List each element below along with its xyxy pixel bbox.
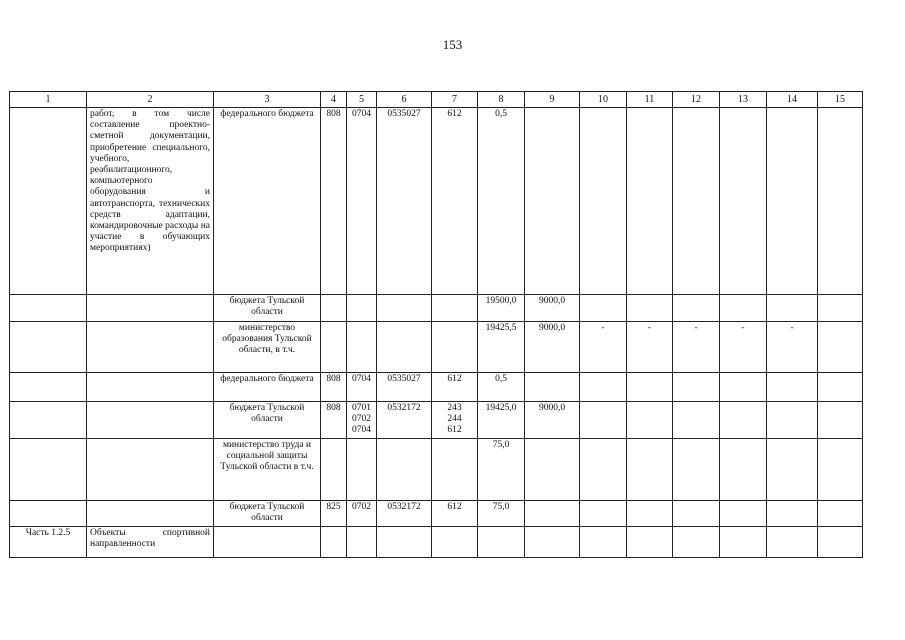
table-cell-col-3: министерство образования Тульской области, в т.ч. — [214, 322, 321, 373]
header-cell: 2 — [87, 92, 214, 108]
table-cell-col-5 — [347, 295, 377, 322]
table-cell-col-2 — [87, 322, 214, 373]
budget-table — [9, 91, 863, 558]
header-cell: 9 — [525, 92, 580, 108]
table-cell-col-12 — [673, 108, 720, 295]
table-cell-col-14 — [767, 500, 818, 526]
table-cell-col-14 — [767, 402, 818, 439]
header-cell: 5 — [347, 92, 377, 108]
table-cell-col-10 — [580, 373, 627, 402]
table-cell-col-4: 808 — [321, 373, 347, 402]
table-cell-col-12 — [673, 526, 720, 557]
table-cell-col-7 — [432, 322, 478, 373]
header-cell: 10 — [580, 92, 627, 108]
table-cell-col-11 — [627, 402, 673, 439]
table-cell-col-1 — [10, 500, 87, 526]
table-cell-col-13 — [720, 500, 767, 526]
table-cell-col-11 — [627, 108, 673, 295]
table-cell-col-1 — [10, 108, 87, 295]
table-cell-col-8: 75,0 — [478, 500, 525, 526]
table-cell-col-15 — [818, 108, 863, 295]
table-cell-col-2 — [87, 295, 214, 322]
table-cell-col-7 — [432, 438, 478, 500]
table-cell-col-10: - — [580, 322, 627, 373]
table-cell-col-10 — [580, 438, 627, 500]
table-cell-col-12 — [673, 438, 720, 500]
table-cell-col-6: 0532172 — [377, 500, 432, 526]
table-cell-col-15 — [818, 402, 863, 439]
table-row — [10, 295, 863, 322]
header-cell: 14 — [767, 92, 818, 108]
table-cell-col-12 — [673, 402, 720, 439]
table-cell-col-4: 808 — [321, 402, 347, 439]
table-row — [10, 402, 863, 439]
table-cell-col-15 — [818, 526, 863, 557]
table-cell-col-3: бюджета Тульской области — [214, 295, 321, 322]
table-row — [10, 438, 863, 500]
table-cell-col-5: 0702 — [347, 500, 377, 526]
table-cell-col-3: министерство труда и социальной защиты Тульской области в т.ч. — [214, 438, 321, 500]
table-cell-col-11: - — [627, 322, 673, 373]
table-cell-col-6: 0535027 — [377, 373, 432, 402]
table-cell-col-9: 9000,0 — [525, 322, 580, 373]
table-cell-col-9 — [525, 438, 580, 500]
table-cell-col-8: 0,5 — [478, 373, 525, 402]
table-cell-col-10 — [580, 500, 627, 526]
table-cell-col-1 — [10, 402, 87, 439]
table-cell-col-2 — [87, 402, 214, 439]
table-cell-col-3: бюджета Тульской области — [214, 402, 321, 439]
table-cell-col-7 — [432, 526, 478, 557]
table-cell-col-5: 0701 0702 0704 — [347, 402, 377, 439]
table-cell-col-3: федерального бюджета — [214, 108, 321, 295]
table-cell-col-6 — [377, 438, 432, 500]
table-cell-col-1 — [10, 373, 87, 402]
table-cell-col-8: 0,5 — [478, 108, 525, 295]
table-cell-col-10 — [580, 295, 627, 322]
header-cell: 7 — [432, 92, 478, 108]
table-cell-col-6 — [377, 526, 432, 557]
header-cell: 12 — [673, 92, 720, 108]
table-cell-col-6: 0532172 — [377, 402, 432, 439]
table-cell-col-6 — [377, 295, 432, 322]
table-cell-col-1: Часть 1.2.5 — [10, 526, 87, 557]
table-cell-col-12 — [673, 373, 720, 402]
table-cell-col-14 — [767, 526, 818, 557]
table-cell-col-15 — [818, 373, 863, 402]
table-cell-col-4: 808 — [321, 108, 347, 295]
table-cell-col-11 — [627, 373, 673, 402]
table-cell-col-2: работ, в том числе составление проектно-сметной документации, приобретение специального, учебного, реабилитационного, компьютерного оборудования и автотранспорта, технических средств адаптации, командировочные расходы на участие в обучающих мероприятиях) — [87, 108, 214, 295]
header-cell: 11 — [627, 92, 673, 108]
header-cell: 15 — [818, 92, 863, 108]
table-cell-col-3: федерального бюджета — [214, 373, 321, 402]
table-cell-col-1 — [10, 438, 87, 500]
table-cell-col-15 — [818, 500, 863, 526]
table-cell-col-5 — [347, 526, 377, 557]
header-cell: 1 — [10, 92, 87, 108]
table-cell-col-6 — [377, 322, 432, 373]
table-cell-col-9 — [525, 526, 580, 557]
table-cell-col-11 — [627, 500, 673, 526]
table-cell-col-4 — [321, 438, 347, 500]
table-cell-col-4 — [321, 526, 347, 557]
table-row — [10, 526, 863, 557]
table-cell-col-2 — [87, 373, 214, 402]
table-cell-col-3: бюджета Тульской области — [214, 500, 321, 526]
header-cell: 6 — [377, 92, 432, 108]
table-cell-col-15 — [818, 322, 863, 373]
table-cell-col-9 — [525, 108, 580, 295]
table-cell-col-2 — [87, 500, 214, 526]
table-row — [10, 322, 863, 373]
table-cell-col-9 — [525, 500, 580, 526]
table-cell-col-11 — [627, 526, 673, 557]
table-cell-col-5 — [347, 322, 377, 373]
table-cell-col-7 — [432, 295, 478, 322]
table-cell-col-4 — [321, 322, 347, 373]
table-cell-col-4: 825 — [321, 500, 347, 526]
table-cell-col-7: 612 — [432, 108, 478, 295]
table-cell-col-12 — [673, 295, 720, 322]
table-row — [10, 500, 863, 526]
table-cell-col-13 — [720, 438, 767, 500]
table-cell-col-13: - — [720, 322, 767, 373]
table-cell-col-13 — [720, 402, 767, 439]
table-cell-col-15 — [818, 295, 863, 322]
table-cell-col-8: 19425,5 — [478, 322, 525, 373]
table-cell-col-5: 0704 — [347, 373, 377, 402]
table-cell-col-5 — [347, 438, 377, 500]
page-number: 153 — [442, 37, 463, 52]
table-cell-col-13 — [720, 108, 767, 295]
table-cell-col-13 — [720, 526, 767, 557]
header-cell: 3 — [214, 92, 321, 108]
table-cell-col-14 — [767, 108, 818, 295]
table-cell-col-12: - — [673, 322, 720, 373]
table-cell-col-8 — [478, 526, 525, 557]
table-cell-col-7: 612 — [432, 500, 478, 526]
table-cell-col-4 — [321, 295, 347, 322]
table-cell-col-11 — [627, 295, 673, 322]
header-cell: 4 — [321, 92, 347, 108]
table-cell-col-7: 243 244 612 — [432, 402, 478, 439]
table-cell-col-13 — [720, 295, 767, 322]
table-cell-col-2 — [87, 438, 214, 500]
table-row — [10, 373, 863, 402]
table-cell-col-14 — [767, 438, 818, 500]
table-cell-col-10 — [580, 402, 627, 439]
table-cell-col-14: - — [767, 322, 818, 373]
table-cell-col-6: 0535027 — [377, 108, 432, 295]
table-cell-col-12 — [673, 500, 720, 526]
header-row — [10, 92, 863, 108]
table-cell-col-2: Объекты спортивной направленности — [87, 526, 214, 557]
table-cell-col-9 — [525, 373, 580, 402]
table-cell-col-5: 0704 — [347, 108, 377, 295]
table-cell-col-14 — [767, 373, 818, 402]
table-cell-col-15 — [818, 438, 863, 500]
table-cell-col-10 — [580, 526, 627, 557]
table-cell-col-7: 612 — [432, 373, 478, 402]
header-cell: 13 — [720, 92, 767, 108]
table-cell-col-10 — [580, 108, 627, 295]
header-cell: 8 — [478, 92, 525, 108]
table-cell-col-14 — [767, 295, 818, 322]
table-cell-col-3 — [214, 526, 321, 557]
table-cell-col-8: 19500,0 — [478, 295, 525, 322]
table-cell-col-8: 19425,0 — [478, 402, 525, 439]
table-cell-col-1 — [10, 295, 87, 322]
table-cell-col-9: 9000,0 — [525, 295, 580, 322]
table-row — [10, 108, 863, 295]
table-cell-col-11 — [627, 438, 673, 500]
table-cell-col-8: 75,0 — [478, 438, 525, 500]
table-cell-col-9: 9000,0 — [525, 402, 580, 439]
table-cell-col-13 — [720, 373, 767, 402]
table-cell-col-1 — [10, 322, 87, 373]
